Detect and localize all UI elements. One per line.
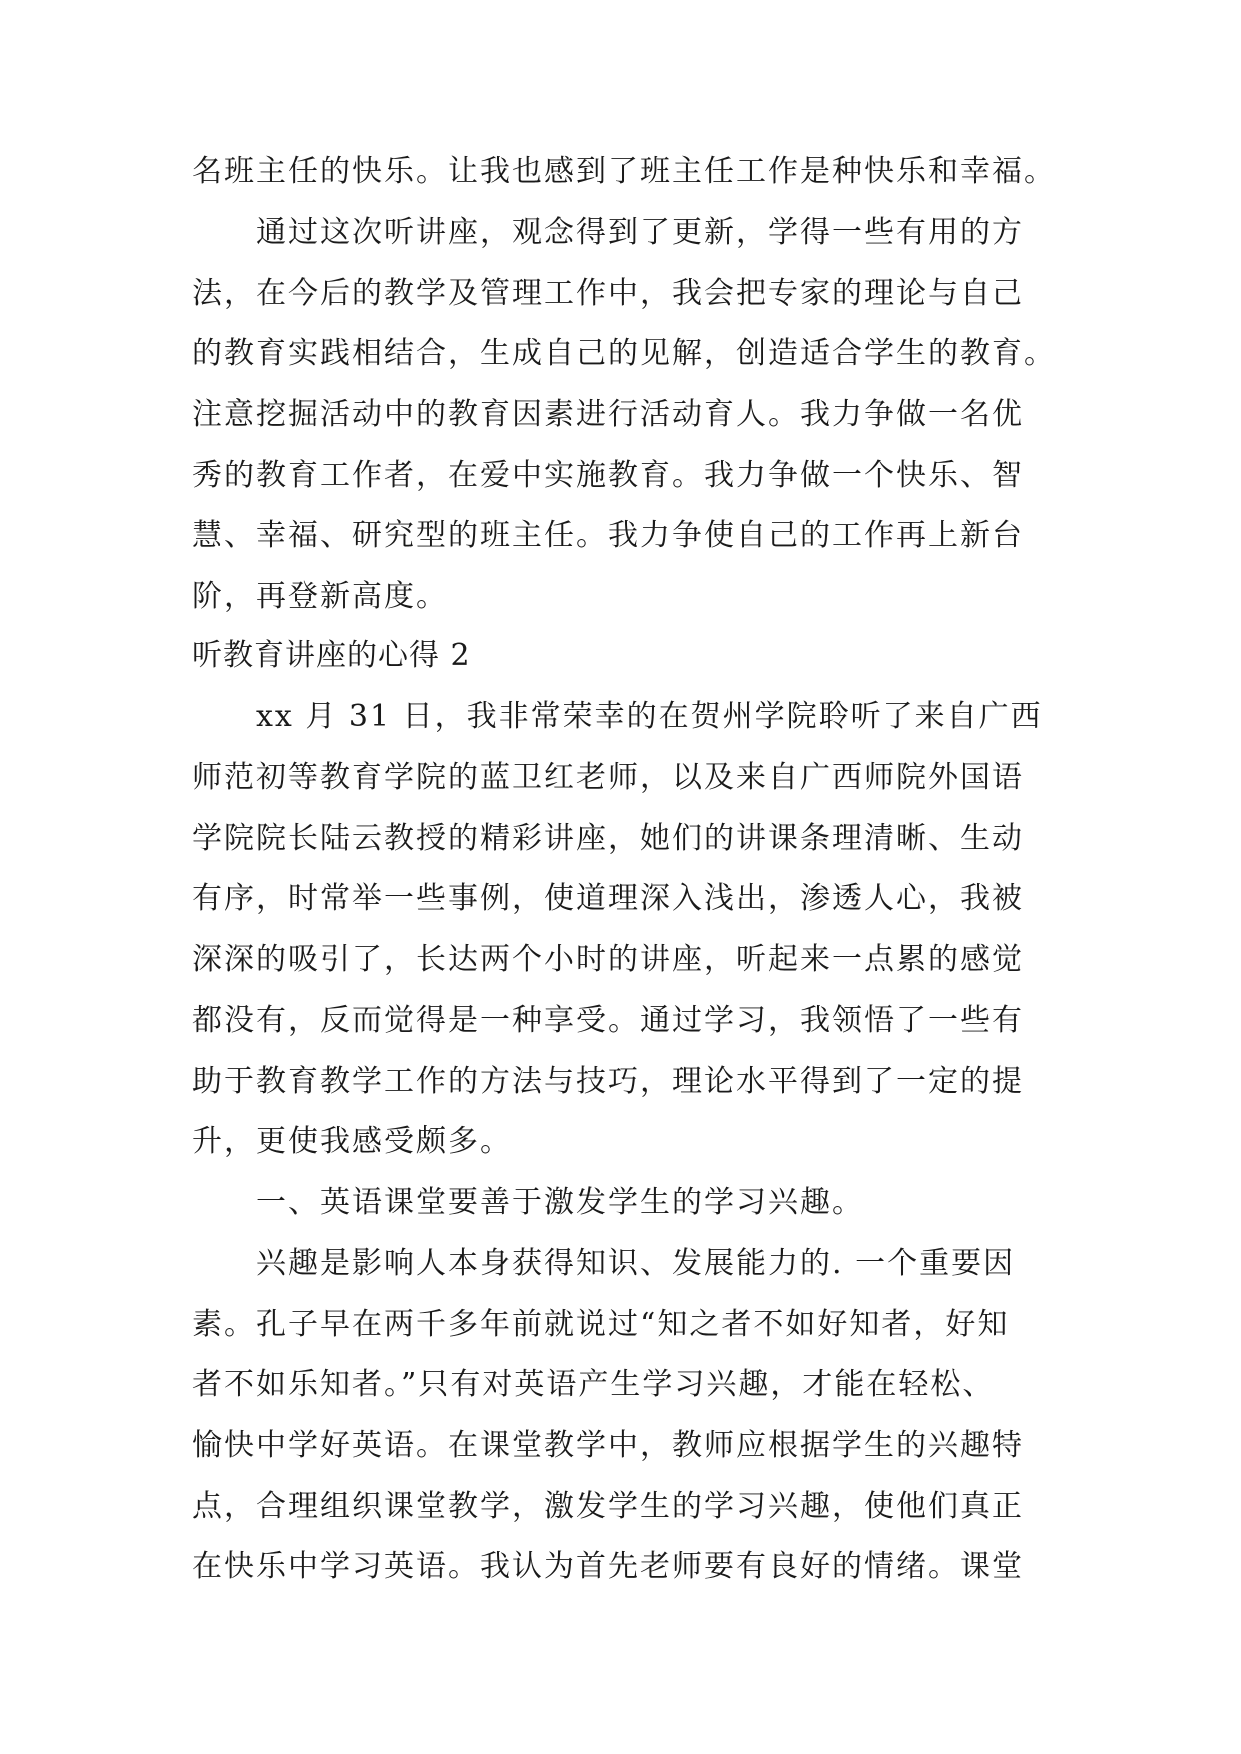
text-line: 阶，再登新高度。 [192, 579, 448, 614]
text-line: 愉快中学好英语。在课堂教学中，教师应根据学生的兴趣特 [192, 1428, 1024, 1463]
text-line: 者不如乐知者。”只有对英语产生学习兴趣，才能在轻松、 [192, 1367, 995, 1402]
text-line: 在快乐中学习英语。我认为首先老师要有良好的情绪。课堂 [192, 1549, 1024, 1584]
text-line: 通过这次听讲座，观念得到了更新，学得一些有用的方 [256, 215, 1024, 250]
text-line: 名班主任的快乐。让我也感到了班主任工作是种快乐和幸福。 [192, 154, 1056, 189]
text-line: 兴趣是影响人本身获得知识、发展能力的. 一个重要因 [256, 1246, 1016, 1281]
text-line: 秀的教育工作者，在爱中实施教育。我力争做一个快乐、智 [192, 458, 1024, 493]
text-line: 助于教育教学工作的方法与技巧，理论水平得到了一定的提 [192, 1064, 1024, 1099]
text-line: xx 月 31 日，我非常荣幸的在贺州学院聆听了来自广西 [256, 699, 1043, 734]
text-line: 慧、幸福、研究型的班主任。我力争使自己的工作再上新台 [192, 518, 1024, 553]
text-line: 都没有，反而觉得是一种享受。通过学习，我领悟了一些有 [192, 1003, 1024, 1038]
text-line: 师范初等教育学院的蓝卫红老师，以及来自广西师院外国语 [192, 760, 1024, 795]
text-line: 深深的吸引了，长达两个小时的讲座，听起来一点累的感觉 [192, 942, 1024, 977]
text-line: 的教育实践相结合，生成自己的见解，创造适合学生的教育。 [192, 336, 1056, 371]
text-line: 升，更使我感受颇多。 [192, 1124, 512, 1159]
section-heading: 听教育讲座的心得 2 [192, 638, 471, 673]
text-line: 学院院长陆云教授的精彩讲座，她们的讲课条理清晰、生动 [192, 821, 1024, 856]
text-line: 法，在今后的教学及管理工作中，我会把专家的理论与自己 [192, 276, 1024, 311]
text-line: 点，合理组织课堂教学，激发学生的学习兴趣，使他们真正 [192, 1489, 1024, 1524]
text-line: 有序，时常举一些事例，使道理深入浅出，渗透人心，我被 [192, 881, 1024, 916]
text-line: 注意挖掘活动中的教育因素进行活动育人。我力争做一名优 [192, 397, 1024, 432]
text-line: 素。孔子早在两千多年前就说过“知之者不如好知者，好知 [192, 1307, 1010, 1342]
subheading-line: 一、英语课堂要善于激发学生的学习兴趣。 [256, 1185, 864, 1220]
